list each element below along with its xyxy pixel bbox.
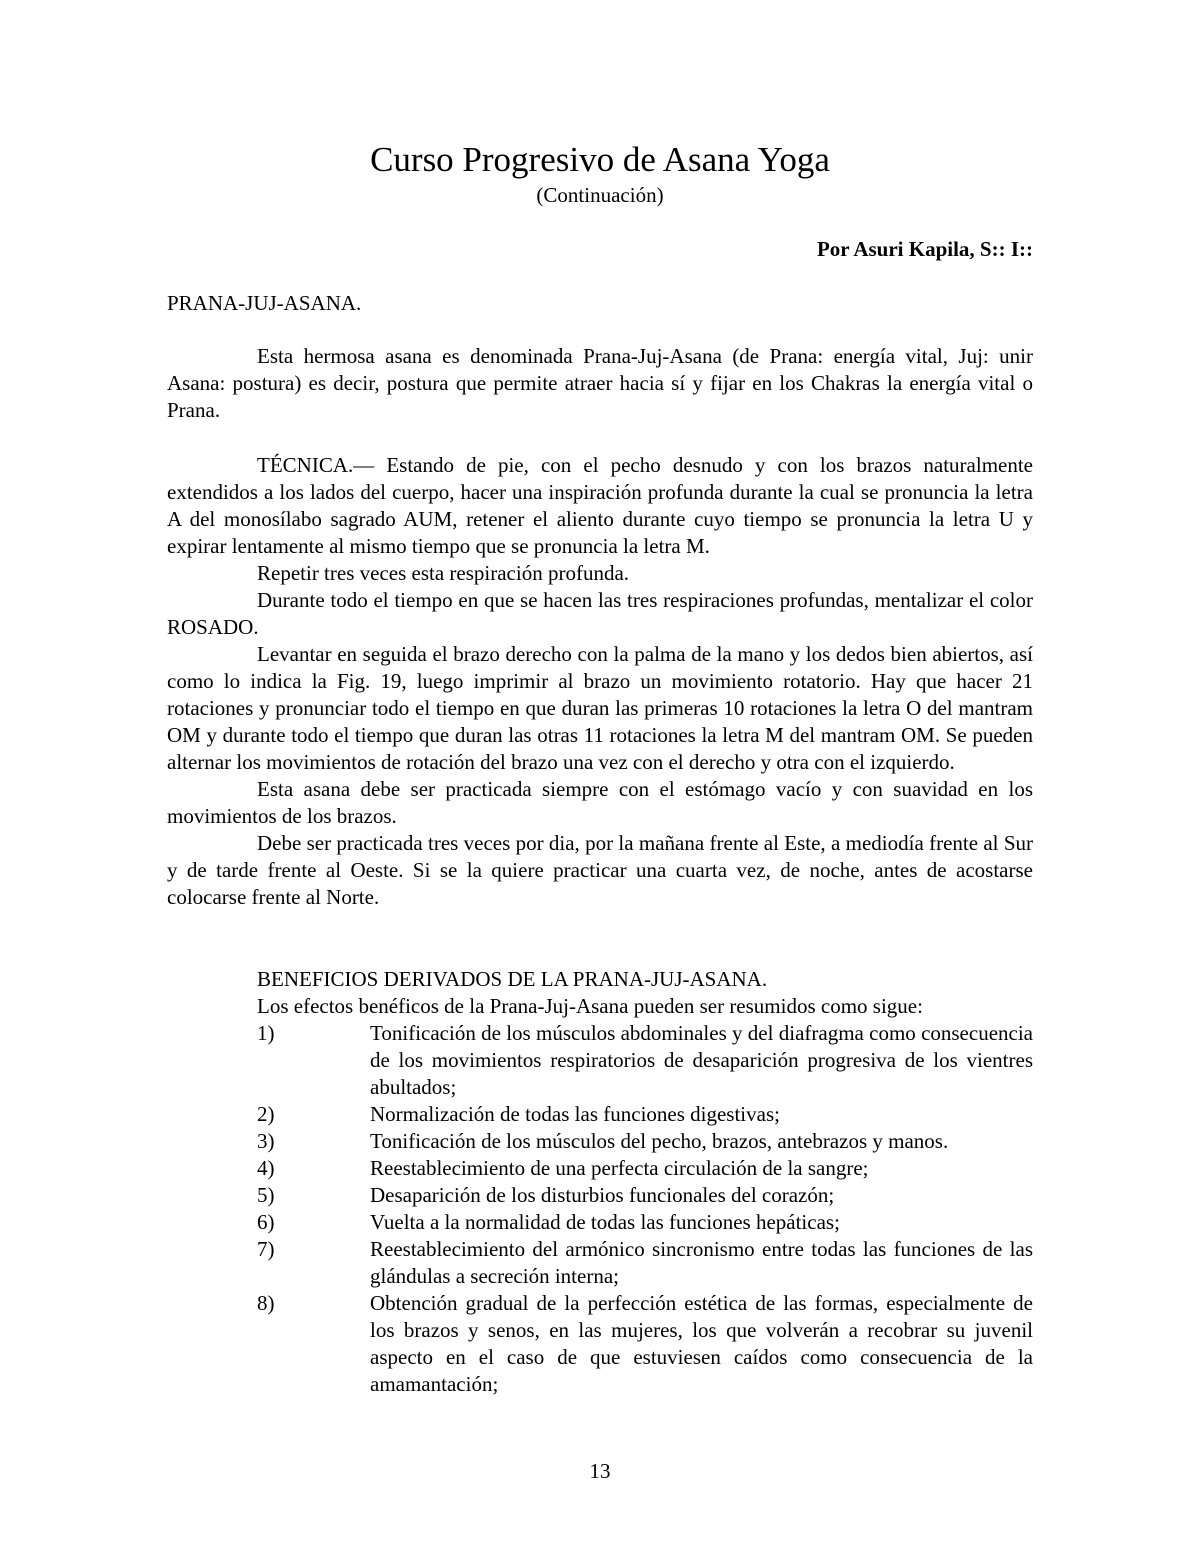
section-heading: PRANA-JUJ-ASANA.	[167, 291, 362, 315]
technique-paragraph: Durante todo el tiempo en que se hacen las tres respiraciones profundas, mentalizar el color ROSADO.	[167, 588, 1033, 639]
author-line: Por Asuri Kapila, S:: I::	[816, 237, 1033, 261]
document-subtitle: (Continuación)	[536, 183, 664, 207]
technique-paragraph: Repetir tres veces esta respiración profunda.	[257, 561, 630, 585]
list-item-text: Normalización de todas las funciones digestivas;	[370, 1102, 780, 1126]
list-item-number: 3)	[257, 1129, 275, 1153]
list-item	[167, 1182, 1033, 1209]
intro-paragraph: Esta hermosa asana es denominada Prana-Juj-Asana (de Prana: energía vital, Juj: unir Asana: postura) es decir, postura que permite atraer hacia sí y fijar en los Chakras la energía vital o Prana.	[167, 344, 1033, 422]
list-item-text: Desaparición de los disturbios funcionales del corazón;	[370, 1183, 835, 1207]
list-item	[167, 1236, 1033, 1290]
list-item-number: 1)	[257, 1021, 275, 1045]
list-item-number: 6)	[257, 1210, 275, 1234]
technique-paragraph: Levantar en seguida el brazo derecho con la palma de la mano y los dedos bien abiertos, así como lo indica la Fig. 19, luego imprimir al brazo un movimiento rotatorio. Hay que hacer 21 rotaciones y pronunciar todo el tiempo en que duran las primeras 10 rotaciones la letra O del mantram OM y durante todo el tiempo que duran las otras 11 rotaciones la letra M del mantram OM. Se pueden alternar los movimientos de rotación del brazo una vez con el derecho y otra con el izquierdo.	[167, 642, 1033, 774]
benefits-list	[167, 1020, 1033, 1398]
list-item-number: 7)	[257, 1237, 275, 1261]
list-item-text: Obtención gradual de la perfección estética de las formas, especialmente de los brazos y senos, en las mujeres, los que volverán a recobrar su juvenil aspecto en el caso de que estuviesen caídos como consecuencia de la amamantación;	[370, 1291, 1033, 1396]
list-item	[167, 1128, 1033, 1155]
technique-paragraph: TÉCNICA.— Estando de pie, con el pecho desnudo y con los brazos naturalmente extendidos a los lados del cuerpo, hacer una inspiración profunda durante la cual se pronuncia la letra A del monosílabo sagrado AUM, retener el aliento durante cuyo tiempo se pronuncia la letra U y expirar lentamente al mismo tiempo que se pronuncia la letra M.	[167, 453, 1033, 558]
list-item-number: 8)	[257, 1291, 275, 1315]
page-number: 13	[589, 1459, 611, 1483]
intro-block	[167, 343, 1033, 424]
list-item-text: Tonificación de los músculos abdominales y del diafragma como consecuencia de los movimientos respiratorios de desaparición progresiva de los vientres abultados;	[370, 1021, 1033, 1099]
list-item-number: 4)	[257, 1156, 275, 1180]
list-item	[167, 1020, 1033, 1101]
list-item-text: Vuelta a la normalidad de todas las funciones hepáticas;	[370, 1210, 840, 1234]
list-item	[167, 1290, 1033, 1398]
document-title: Curso Progresivo de Asana Yoga	[370, 140, 830, 179]
technique-block	[167, 452, 1033, 911]
list-item-number: 5)	[257, 1183, 275, 1207]
list-item	[167, 1101, 1033, 1128]
list-item-number: 2)	[257, 1102, 275, 1126]
list-item-text: Reestablecimiento de una perfecta circulación de la sangre;	[370, 1156, 869, 1180]
technique-paragraph: Esta asana debe ser practicada siempre con el estómago vacío y con suavidad en los movimientos de los brazos.	[167, 777, 1033, 828]
benefits-block	[167, 966, 1033, 1398]
list-item	[167, 1209, 1033, 1236]
benefits-heading: BENEFICIOS DERIVADOS DE LA PRANA-JUJ-ASANA.	[257, 967, 768, 991]
benefits-intro: Los efectos benéficos de la Prana-Juj-Asana pueden ser resumidos como sigue:	[257, 994, 923, 1018]
technique-paragraph: Debe ser practicada tres veces por dia, por la mañana frente al Este, a mediodía frente al Sur y de tarde frente al Oeste. Si se la quiere practicar una cuarta vez, de noche, antes de acostarse colocarse frente al Norte.	[167, 831, 1033, 909]
list-item	[167, 1155, 1033, 1182]
list-item-text: Reestablecimiento del armónico sincronismo entre todas las funciones de las glándulas a secreción interna;	[370, 1237, 1033, 1288]
list-item-text: Tonificación de los músculos del pecho, brazos, antebrazos y manos.	[370, 1129, 949, 1153]
